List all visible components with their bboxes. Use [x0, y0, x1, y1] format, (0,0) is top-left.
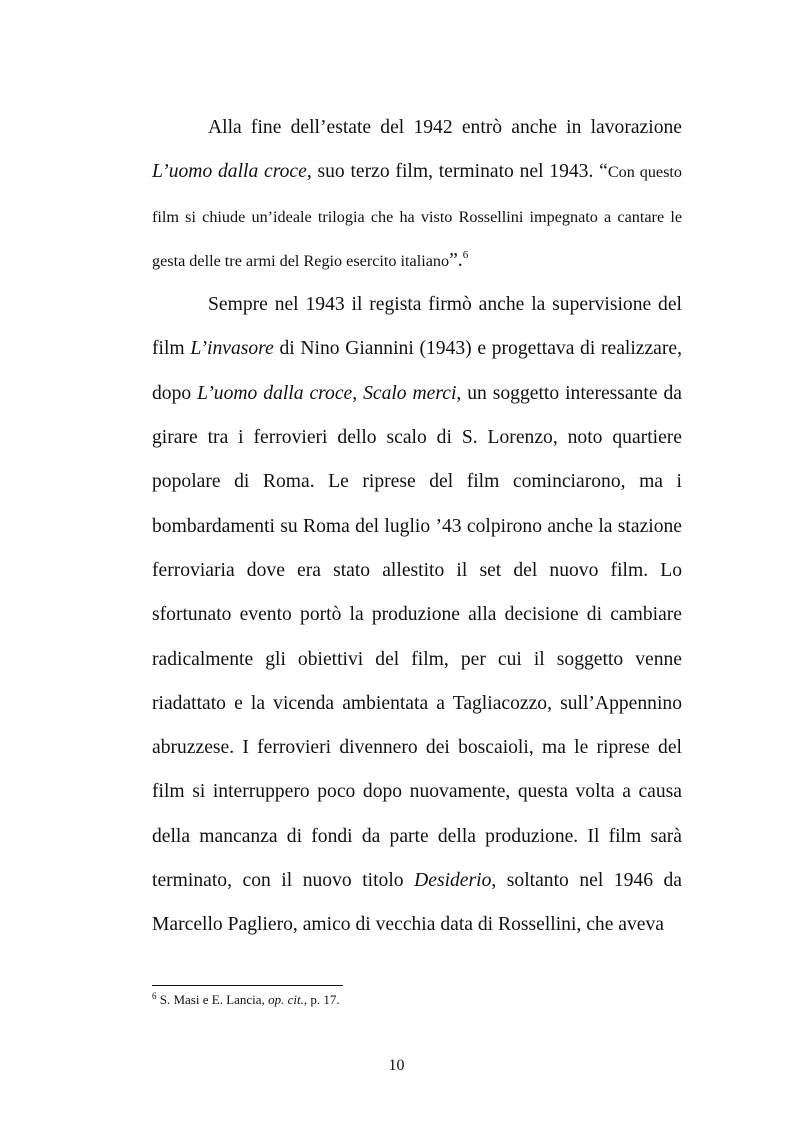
- film-title-scalo-merci: Scalo merci: [363, 382, 457, 404]
- page-number: 10: [388, 1057, 405, 1074]
- paragraph-2-text-4: , un soggetto interessante da girare tra i ferrovieri dello scalo di S. Lorenzo, noto quartiere popolare di Roma. Le riprese del film cominciarono, ma i bombardamenti su Roma del luglio ’43 colpirono anche la stazione ferroviaria dove era stato allestito il set del nuovo film. Lo sfortunato evento portò la produzione alla decisione di cambiare radicalmente gli obiettivi del film, per cui il soggetto venne riadattato e la vicenda ambientata a Tagliacozzo, sull’Appennino abruzzese. I ferrovieri divennero dei boscaioli, ma le riprese del film si interruppero poco dopo nuovamente, questa volta a causa della mancanza di fondi da parte della produzione. Il film sarà terminato, con il nuovo titolo: [152, 382, 682, 892]
- footnote-reference: 6: [462, 248, 469, 261]
- paragraph-1-text-1: Alla fine dell’estate del 1942 entrò anche in lavorazione: [208, 117, 682, 138]
- paragraph-1-text-3: ”.: [449, 249, 463, 271]
- film-title-uomo-dalla-croce: L’uomo dalla croce: [152, 161, 307, 183]
- film-title-desiderio: Desiderio: [414, 870, 492, 892]
- footnote: [152, 991, 340, 1009]
- film-title-uomo-dalla-croce-2: L’uomo dalla croce: [197, 382, 353, 404]
- footnote-number: 6: [152, 991, 157, 1001]
- footnote-text-2: , p. 17.: [303, 992, 340, 1007]
- paragraph-1-text-2: , suo terzo film, terminato nel 1943. “: [306, 161, 608, 183]
- paragraph-2-text-2: di Nino Giannini (1943) e progettava di realizzare, dopo: [152, 338, 682, 404]
- body-text: [152, 106, 682, 948]
- paragraph-2: [152, 283, 682, 947]
- paragraph-2-text-5: , soltanto nel 1946 da Marcello Pagliero, amico di vecchia data di Rossellini, che aveva: [152, 870, 682, 936]
- quotation: Con questo film si chiude un’ideale trilogia che ha visto Rossellini impegnato a cantare le gesta delle tre armi del Regio esercito italiano: [152, 163, 683, 270]
- paragraph-2-text-1: Sempre nel 1943 il regista firmò anche la supervisione del film: [152, 294, 682, 360]
- footnote-divider: [152, 985, 343, 986]
- film-title-invasore: L’invasore: [190, 338, 274, 360]
- footnote-op-cit: op. cit.: [268, 992, 304, 1007]
- paragraph-2-text-3: ,: [352, 382, 364, 404]
- footnote-text-1: S. Masi e E. Lancia,: [156, 992, 269, 1007]
- paragraph-1: [152, 106, 682, 283]
